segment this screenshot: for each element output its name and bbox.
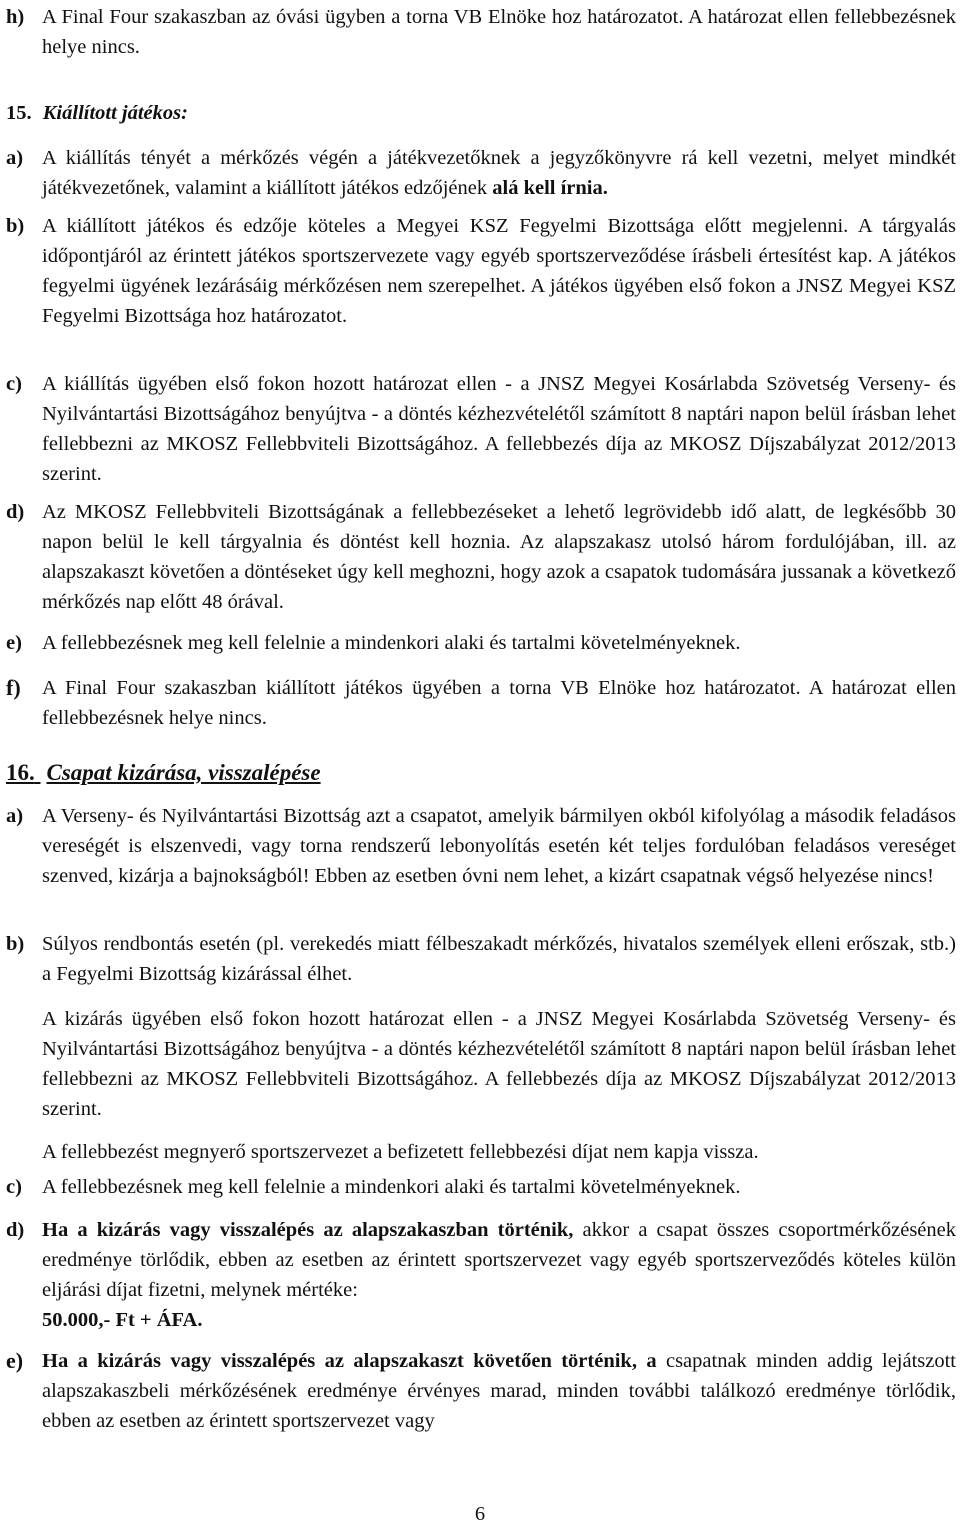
item-text: A Final Four szakaszban kiállított játékos ügyében a torna VB Elnöke hoz határozatot. A határozat ellen fellebbezésnek helye nincs. xyxy=(42,677,956,729)
item-label: d) xyxy=(6,1219,25,1241)
item-paragraph-3: A fellebbezést megnyerő sportszervezet a befizetett fellebbezési díjat nem kapja vissza. xyxy=(42,1141,759,1163)
item-label: b) xyxy=(6,933,25,955)
item-text: A fellebbezésnek meg kell felelnie a mindenkori alaki és tartalmi követelményeknek. xyxy=(42,632,741,654)
section-15-item-c xyxy=(6,369,956,489)
item-label: f) xyxy=(6,675,21,700)
page-number: 6 xyxy=(474,1503,486,1525)
item-label: c) xyxy=(6,1176,22,1198)
item-text: A kiállított játékos és edzője köteles a Megyei KSZ Fegyelmi Bizottsága előtt megjelenni. A tárgyalás időpontjáról az érintett játékos sportszervezete vagy egyéb sportszerveződése írásbeli értesítést kap. A játékos fegyelmi ügyének lezárásáig mérkőzésen nem szerepelhet. A játékos ügyében első fokon a JNSZ Megyei KSZ Fegyelmi Bizottsága hoz határozatot. xyxy=(42,215,956,327)
item-text xyxy=(42,1346,956,1436)
section-15-item-b xyxy=(6,211,956,331)
item-text xyxy=(42,143,956,203)
item-label: c) xyxy=(6,373,22,395)
item-text: A fellebbezésnek meg kell felelnie a mindenkori alaki és tartalmi követelményeknek. xyxy=(42,1176,741,1198)
section-16-item-a xyxy=(6,801,956,891)
item-text-bold: Ha a kizárás vagy visszalépés az alapszakaszt követően történik, a xyxy=(42,1350,657,1372)
section-number: 16. xyxy=(6,760,35,785)
item-label: d) xyxy=(6,501,25,523)
section-16-item-c xyxy=(6,1172,956,1202)
item-text-plain: csapatnak minden addig lejátszott alapszakaszbeli mérkőzésének eredménye érvényes marad, minden további találkozó eredménye törlődik, ebben az esetben az érintett sportszervezet vagy xyxy=(42,1350,956,1432)
item-text-plain: A kiállítás tényét a mérkőzés végén a játékvezetőknek a jegyzőkönyvre rá kell vezetni, melyet mindkét játékvezetőnek, valamint a kiállított játékos edzőjének xyxy=(42,147,956,199)
section-15-item-e xyxy=(6,628,956,658)
item-text: Súlyos rendbontás esetén (pl. verekedés miatt félbeszakadt mérkőzés, hivatalos személyek elleni erőszak, stb.) a Fegyelmi Bizottság kizárással élhet. xyxy=(42,933,956,985)
item-text: Az MKOSZ Fellebbviteli Bizottságának a fellebbezéseket a lehető legrövidebb idő alatt, de legkésőbb 30 napon belül le kell tárgyalnia és döntést kell hoznia. Az alapszakasz utolsó három fordulójában, ill. az alapszakaszt követően a döntéseket úgy kell meghozni, hogy azok a csapatok tudomására jussanak a következő mérkőzés nap előtt 48 órával. xyxy=(42,501,956,613)
item-text: A kiállítás ügyében első fokon hozott határozat ellen - a JNSZ Megyei Kosárlabda Szövetség Verseny- és Nyilvántartási Bizottságához benyújtva - a döntés kézhezvételétől számított 8 naptári napon belül írásban lehet fellebbezni az MKOSZ Fellebbviteli Bizottságához. A fellebbezés díja az MKOSZ Díjszabályzat 2012/2013 szerint. xyxy=(42,373,956,485)
section-16-item-e xyxy=(6,1346,956,1436)
item-text: A Verseny- és Nyilvántartási Bizottság azt a csapatot, amelyik bármilyen okból kifolyólag a második feladásos vereségét is elszenvedi, vagy torna rendszerű lebonyolítás esetén két teljes fordulóban feladásos vereséget szenved, kizárja a bajnokságból! Ebben az esetben óvni nem lehet, a kizárt csapatnak végső helyezése nincs! xyxy=(42,805,956,887)
section-15-item-d xyxy=(6,497,956,617)
item-label: b) xyxy=(6,215,25,237)
item-text: A Final Four szakaszban az óvási ügyben a torna VB Elnöke hoz határozatot. A határozat ellen fellebbezésnek helye nincs. xyxy=(42,6,956,58)
fee-amount: 50.000,- Ft + ÁFA. xyxy=(42,1309,203,1331)
section-number: 15. xyxy=(6,102,32,124)
item-label: h) xyxy=(6,6,25,28)
section-title: Csapat kizárása, visszalépése xyxy=(46,760,321,785)
item-text-bold: alá kell írnia. xyxy=(492,177,608,199)
section-15-heading xyxy=(6,98,188,128)
item-label: e) xyxy=(6,632,22,654)
item-text-bold: Ha a kizárás vagy visszalépés az alapszakaszban történik, xyxy=(42,1219,574,1241)
section-15-item-f xyxy=(6,673,956,733)
section-16-item-b xyxy=(6,929,956,1167)
item-text xyxy=(42,1215,956,1335)
section-14-item-h xyxy=(6,2,956,62)
section-16-item-d xyxy=(6,1215,956,1335)
section-title: Kiállított játékos: xyxy=(42,102,188,124)
item-text-plain: akkor a csapat összes csoportmérkőzésének eredménye törlődik, ebben az esetben az érintett sportszervezet vagy egyéb sportszerveződés köteles külön eljárási díjat fizetni, melynek mértéke: xyxy=(42,1219,956,1301)
item-paragraph-2: A kizárás ügyében első fokon hozott határozat ellen - a JNSZ Megyei Kosárlabda Szövetség Verseny- és Nyilvántartási Bizottságához benyújtva - a döntés kézhezvételétől számított 8 naptári napon belül írásban lehet fellebbezni az MKOSZ Fellebbviteli Bizottságához. A fellebbezés díja az MKOSZ Díjszabályzat 2012/2013 szerint. xyxy=(42,1008,956,1120)
item-label: a) xyxy=(6,805,24,827)
item-label: a) xyxy=(6,147,24,169)
section-16-heading xyxy=(6,758,321,788)
section-15-item-a xyxy=(6,143,956,203)
item-label: e) xyxy=(6,1348,24,1373)
